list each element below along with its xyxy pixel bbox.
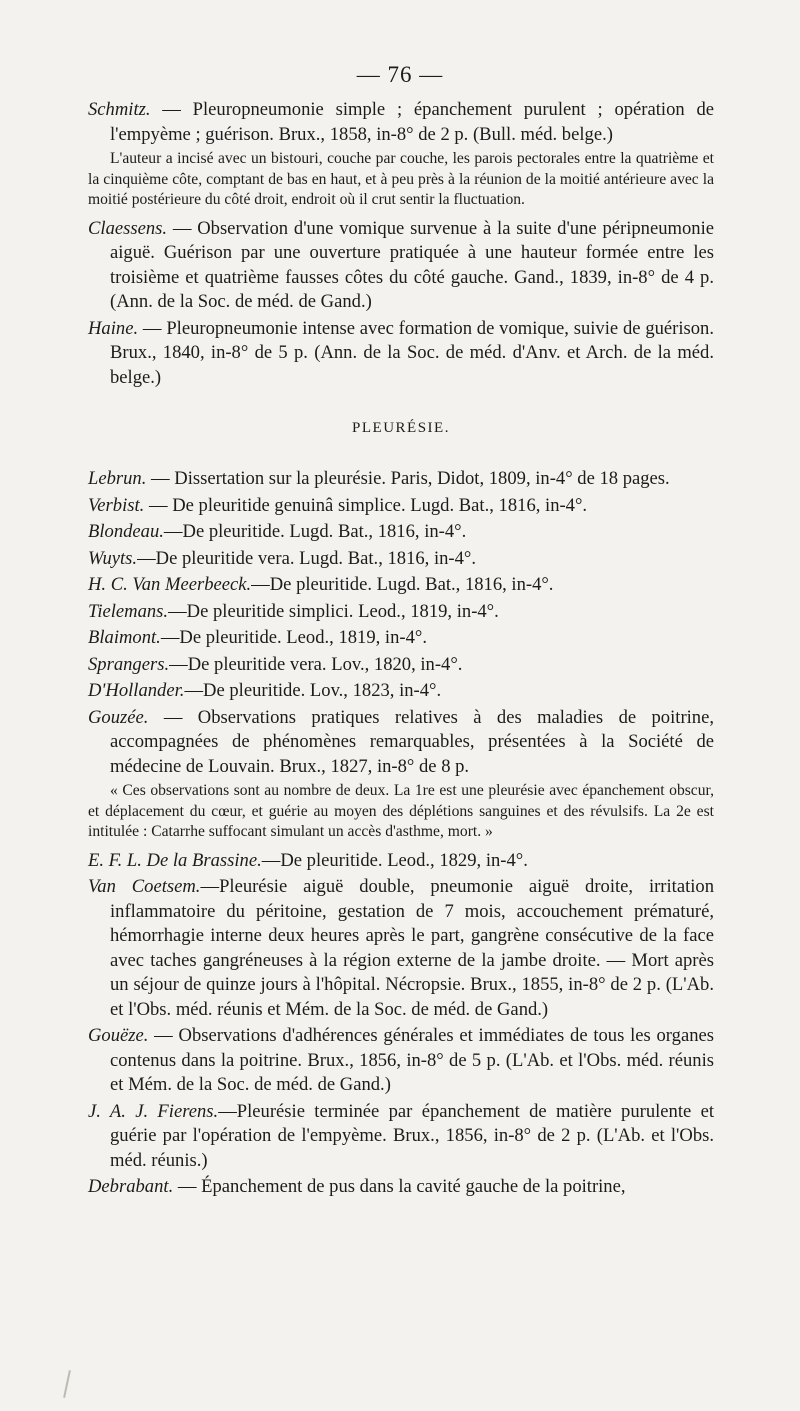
entry-text: — Observations pratiques relatives à des maladies de poitrine, accompagnées de phénomènes remarquables, présentées à la Société de médecine de Louvain. Brux., 1827, in-8° de 8 p. (110, 706, 714, 777)
entry-author: Blaimont. (88, 627, 161, 648)
bibliography-entry (88, 626, 714, 651)
bibliography-entry (88, 1024, 714, 1098)
entry-text: —De pleuritide. Lugd. Bat., 1816, in-4°. (251, 574, 554, 595)
entry-author: Debrabant. (88, 1176, 174, 1197)
entry-author: Gouzée. (88, 706, 149, 728)
entry-text: — Observation d'une vomique survenue à la suite d'une péripneumonie aiguë. Guérison par une ouverture pratiquée à une hauteur formée entre les troisième et quatrième fausses côtes du côté gauche. Gand., 1839, in-8° de 4 p. (Ann. de la Soc. de méd. de Gand.) (110, 217, 714, 312)
entry-text: —De pleuritide. Lov., 1823, in-4°. (184, 680, 442, 701)
entry-text: — De pleuritide genuinâ simplice. Lugd. Bat., 1816, in-4°. (144, 494, 588, 516)
bibliography-entry (88, 706, 714, 780)
entry-text: — Observations d'adhérences générales et immédiates de tous les organes contenus dans la poitrine. Brux., 1856, in-8° de 5 p. (L'Ab. et l'Obs. méd. réunis et Mém. de la Soc. de méd. de Gand.) (110, 1025, 714, 1095)
entry-author: Van Coetsem. (88, 876, 201, 897)
bibliography-entry (88, 547, 714, 572)
entry-text: — Épanchement de pus dans la cavité gauche de la poitrine, (173, 1176, 626, 1197)
entry-author: Wuyts. (88, 547, 138, 569)
bibliography-entry (88, 679, 714, 704)
entry-author: Tielemans. (88, 600, 169, 622)
page-number: — 76 — (356, 62, 444, 87)
entry-author: Gouëze. (88, 1025, 149, 1046)
bibliography-entry (88, 317, 714, 391)
bibliography-entry (88, 1100, 714, 1174)
entry-text: —De pleuritide. Leod., 1829, in-4°. (261, 849, 528, 871)
entry-author: J. A. J. Fierens. (88, 1100, 219, 1122)
bibliography-entry (88, 494, 714, 519)
entry-text: —De pleuritide simplici. Leod., 1819, in-4°. (168, 600, 499, 622)
entry-author: Lebrun. (88, 468, 147, 489)
bibliography-entry (88, 98, 714, 147)
bibliography-entry (88, 520, 714, 545)
entry-text: —Pleurésie aiguë double, pneumonie aiguë droite, irritation inflammatoire du péritoine, gestation de 7 mois, accouchement prématuré, hémorrhagie interne deux heures après le part, gangrène consécutive de la face avec taches gangréneuses à la région externe de la jambe droite. — Mort après un séjour de quinze jours à l'hôpital. Nécropsie. Brux., 1855, in-8° de 2 p. (L'Ab. et l'Obs. méd. réunis et Mém. de la Soc. de méd. de Gand.) (110, 876, 714, 1020)
entry-author: E. F. L. De la Brassine. (88, 849, 262, 871)
entry-text: —De pleuritide vera. Lov., 1820, in-4°. (169, 653, 463, 675)
bibliography-entry (88, 217, 714, 315)
bibliography-entry (88, 573, 714, 598)
bibliography-entry (88, 467, 714, 492)
page-content (88, 98, 714, 1202)
margin-mark (63, 1370, 71, 1398)
entry-author: Blondeau. (88, 521, 164, 542)
bibliography-entry (88, 653, 714, 678)
entry-author: Sprangers. (88, 653, 170, 675)
bibliography-entry (88, 875, 714, 1022)
entry-text: — Pleuropneumonie simple ; épanchement purulent ; opération de l'empyème ; guérison. Brux., 1858, in-8° de 2 p. (Bull. méd. belge.) (110, 99, 714, 145)
bibliography-entry (88, 600, 714, 625)
bibliography-entry (88, 849, 714, 874)
entry-author: Claessens. (88, 217, 168, 239)
entry-text: —De pleuritide. Lugd. Bat., 1816, in-4°. (163, 521, 467, 542)
entry-author: Schmitz. (88, 99, 151, 120)
bibliography-entry (88, 1175, 714, 1200)
entry-text: — Dissertation sur la pleurésie. Paris, Didot, 1809, in-4° de 18 pages. (146, 468, 670, 489)
entry-text: —De pleuritide. Leod., 1819, in-4°. (160, 627, 427, 648)
entry-author: Haine. (88, 317, 139, 339)
entry-text: —De pleuritide vera. Lugd. Bat., 1816, in-4°. (137, 547, 477, 569)
pneumonia-entries (88, 98, 714, 390)
entry-note: L'auteur a incisé avec un bistouri, couche par couche, les parois pectorales entre la quatrième et la cinquième côte, comptant de bas en haut, et à peu près à la réunion de la moitié antérieure avec la moitié postérieure du côté droit, endroit où il crut sentir la fluctuation. (88, 150, 714, 208)
entry-note: « Ces observations sont au nombre de deux. La 1re est une pleurésie avec épanchement obscur, et déplacement du cœur, et guérie au moyen des déplétions sanguines et des révulsifs. La 2e est intitulée : Catarrhe suffocant simulant un accès d'asthme, mort. » (88, 782, 714, 840)
section-heading: PLEURÉSIE. (352, 420, 450, 436)
entry-text: —Pleurésie terminée par épanchement de matière purulente et guérie par l'opération de l'empyème. Brux., 1856, in-8° de 2 p. (L'Ab. et l'Obs. méd. réunis.) (110, 1100, 714, 1171)
entry-author: D'Hollander. (88, 680, 185, 701)
entry-author: H. C. Van Meerbeeck. (88, 574, 252, 595)
pleurisy-entries (88, 467, 714, 1200)
entry-author: Verbist. (88, 494, 145, 516)
entry-text: — Pleuropneumonie intense avec formation de vomique, suivie de guérison. Brux., 1840, in-8° de 5 p. (Ann. de la Soc. de méd. d'Anv. et Arch. de la méd. belge.) (110, 317, 714, 388)
